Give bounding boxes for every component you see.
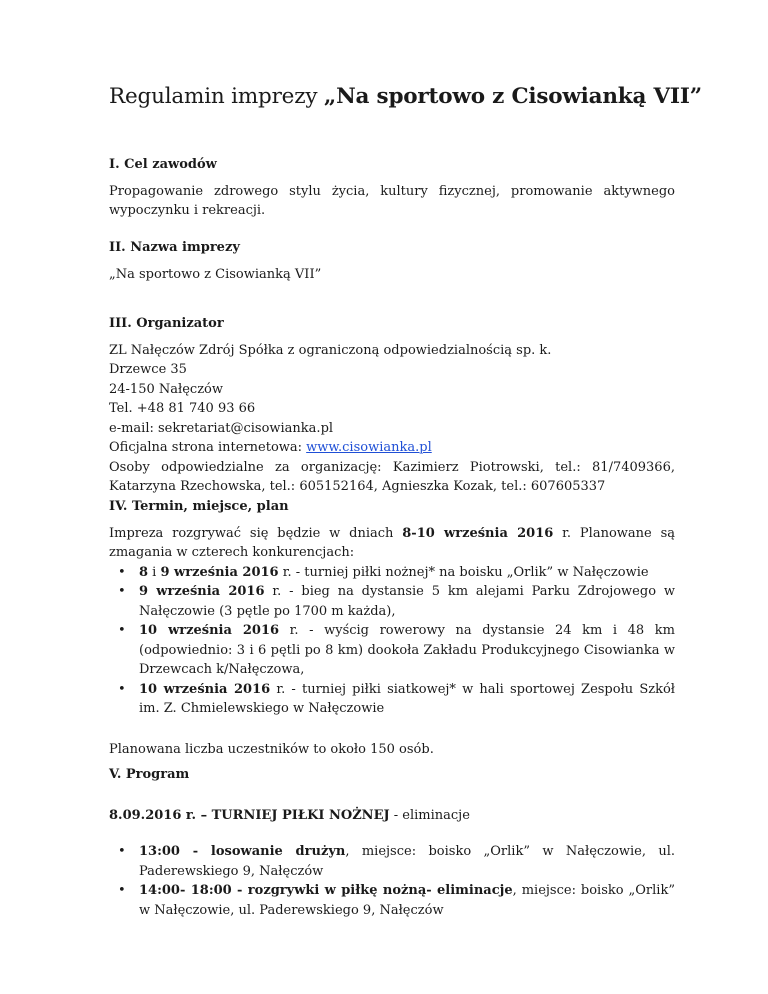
organizer-street: Drzewce 35	[109, 362, 187, 377]
list-item	[109, 680, 675, 719]
document-title	[109, 84, 702, 109]
item-text: r. - bieg na dystansie 5 km alejami Parku Zdrojowego w Nałęczowie (3 pętle po 1700 m każda),	[139, 584, 675, 619]
bullet-icon: •	[118, 883, 126, 898]
item-text: r. - turniej piłki nożnej* na boisku „Orlik” w Nałęczowie	[278, 564, 649, 580]
section-text: „Na sportowo z Cisowianką VII”	[109, 266, 322, 282]
section-heading: I. Cel zawodów	[109, 157, 217, 172]
section-heading: II. Nazwa imprezy	[109, 240, 240, 255]
section-goal	[109, 155, 675, 221]
item-text: i	[148, 564, 161, 580]
organizer-contacts: Osoby odpowiedzialne za organizację: Kazimierz Piotrowski, tel.: 81/7409366, Katarzyna Rzechowska, tel.: 605152164, Agnieszka Kozak, tel.: 607605337	[109, 459, 675, 494]
bullet-icon: •	[118, 564, 126, 580]
bullet-icon: •	[118, 584, 126, 599]
list-item	[109, 582, 675, 621]
item-bold: 9 września 2016	[139, 584, 265, 599]
title-event-name: „Na sportowo z Cisowianką VII”	[323, 84, 702, 109]
section-organizer	[109, 314, 675, 497]
organizer-email: e-mail: sekretariat@cisowianka.pl	[109, 420, 334, 436]
item-bold: 10 września 2016	[139, 623, 280, 638]
item-bold: 9 września 2016	[160, 564, 279, 580]
list-item	[109, 881, 675, 920]
bullet-icon: •	[118, 844, 126, 859]
website-link[interactable]: www.cisowianka.pl	[306, 440, 432, 455]
section-heading: III. Organizator	[109, 316, 224, 331]
program-day-title: 8.09.2016 r. – TURNIEJ PIŁKI NOŻNEJ	[109, 807, 390, 823]
item-bold: 14:00- 18:00 - rozgrywki w piłkę nożną- eliminacje	[139, 883, 513, 898]
website-label: Oficjalna strona internetowa:	[109, 440, 307, 455]
item-bold: 13:00 - losowanie drużyn	[139, 844, 346, 859]
item-text: , miejsce: boisko „Orlik” w Nałęczowie, ul. Paderewskiego 9, Nałęczów	[139, 883, 675, 918]
section-name	[109, 238, 675, 284]
participants-count: Planowana liczba uczestników to około 150 osób.	[109, 741, 434, 757]
program-day-subtitle: - eliminacje	[389, 807, 470, 823]
item-text: , miejsce: boisko „Orlik” w Nałęczowie, ul. Paderewskiego 9, Nałęczów	[139, 844, 675, 879]
list-item	[109, 563, 675, 583]
item-text: r. - turniej piłki siatkowej* w hali sportowej Zespołu Szkół im. Z. Chmielewskiego w Nałęczowie	[139, 681, 675, 716]
organizer-website	[109, 438, 675, 458]
list-item	[109, 842, 675, 881]
item-text: r. - wyścig rowerowy na dystansie 24 km i 48 km (odpowiednio: 3 i 6 pętli po 8 km) dookoła Zakładu Produkcyjnego Cisowianka w Drzewcach k/Nałęczowa,	[139, 623, 675, 677]
intro-text-end: r. Planowane są zmagania w czterech konkurencjach:	[109, 525, 675, 560]
competitions-list	[109, 563, 675, 719]
intro-dates: 8-10 września 2016	[402, 525, 554, 541]
program-list	[109, 842, 675, 920]
section-text: Propagowanie zdrowego stylu życia, kultury fizycznej, promowanie aktywnego wypoczynku i rekreacji.	[109, 183, 675, 218]
bullet-icon: •	[118, 623, 126, 638]
section-heading: IV. Termin, miejsce, plan	[109, 499, 289, 514]
organizer-city: 24-150 Nałęczów	[109, 381, 223, 397]
item-bold: 8	[139, 564, 149, 580]
item-bold: 10 września 2016	[139, 681, 271, 697]
list-item	[109, 621, 675, 680]
schedule-intro	[109, 524, 675, 563]
intro-text: Impreza rozgrywać się będzie w dniach	[109, 525, 403, 541]
organizer-phone: Tel. +48 81 740 93 66	[109, 401, 256, 416]
organizer-company: ZL Nałęczów Zdrój Spółka z ograniczoną odpowiedzialnością sp. k.	[109, 342, 552, 358]
section-program	[109, 765, 675, 920]
section-schedule	[109, 497, 675, 759]
bullet-icon: •	[118, 681, 126, 697]
program-day-heading	[109, 806, 675, 826]
title-prefix: Regulamin imprezy	[109, 84, 324, 109]
section-heading: V. Program	[109, 767, 190, 782]
